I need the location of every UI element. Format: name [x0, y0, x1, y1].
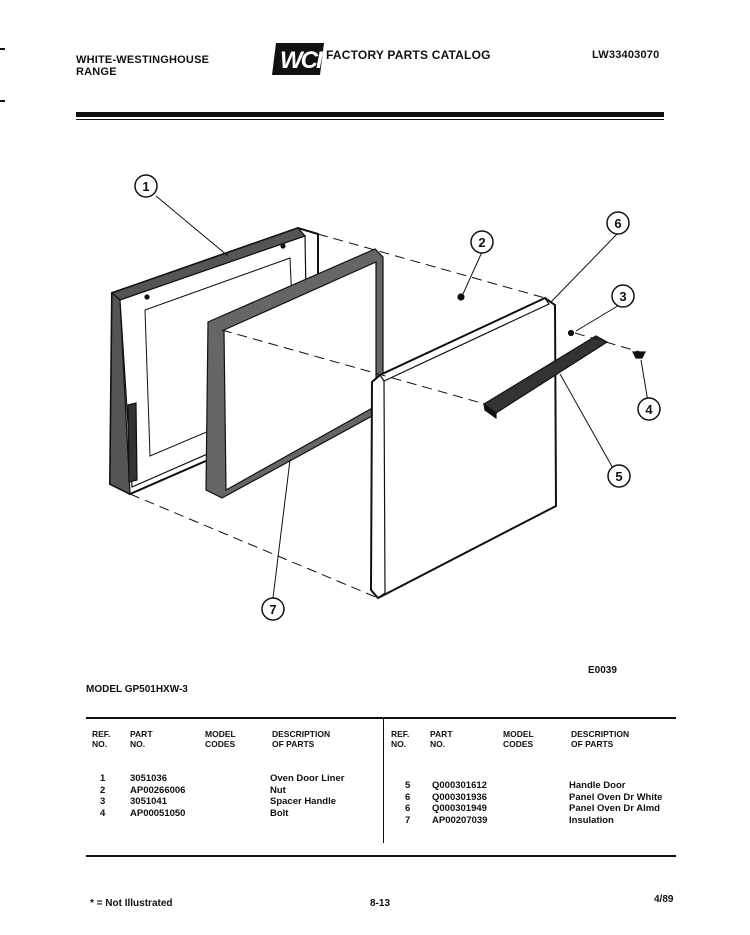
table-row: Q000301936: [432, 791, 487, 803]
header-part-right: PART NO.: [430, 729, 453, 749]
callout-4: [638, 398, 660, 420]
table-row: Panel Oven Dr White: [569, 791, 663, 803]
table-row: AP00051050: [130, 807, 186, 819]
table-bottom-rule: [86, 855, 676, 857]
catalog-title: FACTORY PARTS CATALOG: [326, 48, 491, 62]
table-row: Q000301612: [432, 780, 487, 791]
table-row: 3051036: [130, 773, 167, 784]
header-model-left: MODEL CODES: [205, 729, 236, 749]
left-ref-column: [100, 773, 105, 819]
model-label: MODEL GP501HXW-3: [86, 684, 188, 695]
table-row: 6: [405, 791, 411, 803]
table-row: AP00266006: [130, 784, 186, 796]
table-row: Q000301949: [432, 803, 487, 814]
callout-5: [608, 465, 630, 487]
edge-mark: [0, 48, 5, 50]
catalog-number: LW33403070: [592, 49, 660, 61]
table-divider: [383, 717, 384, 843]
header-part-left: PART NO.: [130, 729, 153, 749]
edge-mark: [0, 100, 5, 102]
right-part-column: [432, 780, 487, 826]
callout-7: [262, 598, 284, 620]
callout-6: [607, 212, 629, 234]
table-row: Nut: [270, 784, 286, 796]
svg-text:4: 4: [645, 402, 653, 417]
header-model-right: MODEL CODES: [503, 729, 534, 749]
table-row: 3: [100, 796, 106, 807]
header-desc-left: DESCRIPTION OF PARTS: [272, 729, 331, 749]
brand-line1: WHITE-WESTINGHOUSE: [76, 54, 210, 66]
header-ref-right: REF. NO.: [391, 729, 410, 749]
footnote: * = Not Illustrated: [90, 898, 173, 909]
wci-logo: [272, 43, 324, 75]
page-number: 8-13: [370, 898, 391, 909]
table-row: Spacer Handle: [270, 796, 336, 807]
table-row: Insulation: [569, 814, 614, 826]
table-row: AP00207039: [432, 814, 488, 826]
svg-text:7: 7: [269, 602, 277, 617]
svg-text:3: 3: [619, 289, 627, 304]
table-top-rule: [86, 717, 676, 719]
svg-text:6: 6: [614, 216, 622, 231]
table-row: 6: [405, 803, 411, 814]
svg-text:2: 2: [478, 235, 486, 250]
header-ref-left: REF. NO.: [92, 729, 111, 749]
table-row: 3051041: [130, 796, 167, 807]
right-ref-column: [405, 780, 410, 826]
table-row: Oven Door Liner: [270, 773, 345, 784]
table-row: Bolt: [270, 807, 289, 819]
table-row: Handle Door: [569, 780, 626, 791]
callout-2: [471, 231, 493, 253]
wci-logo-icon: [272, 43, 324, 75]
svg-text:1: 1: [142, 179, 150, 194]
catalog-date: 4/89: [654, 894, 674, 905]
callout-3: [612, 285, 634, 307]
table-row: 1: [100, 773, 106, 784]
brand-line2: RANGE: [76, 66, 117, 78]
svg-text:5: 5: [615, 469, 623, 484]
nut-part: [458, 294, 464, 300]
spacer-part: [569, 331, 574, 336]
left-part-column: [130, 773, 185, 819]
callout-1: [135, 175, 157, 197]
left-desc-column: [270, 773, 344, 819]
header-rule: [76, 112, 664, 117]
header-desc-right: DESCRIPTION OF PARTS: [571, 729, 630, 749]
bolt-part: [633, 352, 645, 358]
table-row: 2: [100, 784, 106, 796]
exploded-diagram: [0, 150, 750, 630]
brand-name: [76, 54, 209, 78]
table-row: 5: [405, 780, 411, 791]
table-row: Panel Oven Dr Almd: [569, 803, 660, 814]
table-row: 7: [405, 814, 411, 826]
right-desc-column: [569, 780, 662, 826]
header-rule-thin: [76, 119, 664, 120]
outer-panel: [371, 298, 556, 598]
table-row: 4: [100, 807, 106, 819]
wci-logo-text: WCI: [280, 47, 321, 74]
figure-code: E0039: [588, 665, 617, 676]
